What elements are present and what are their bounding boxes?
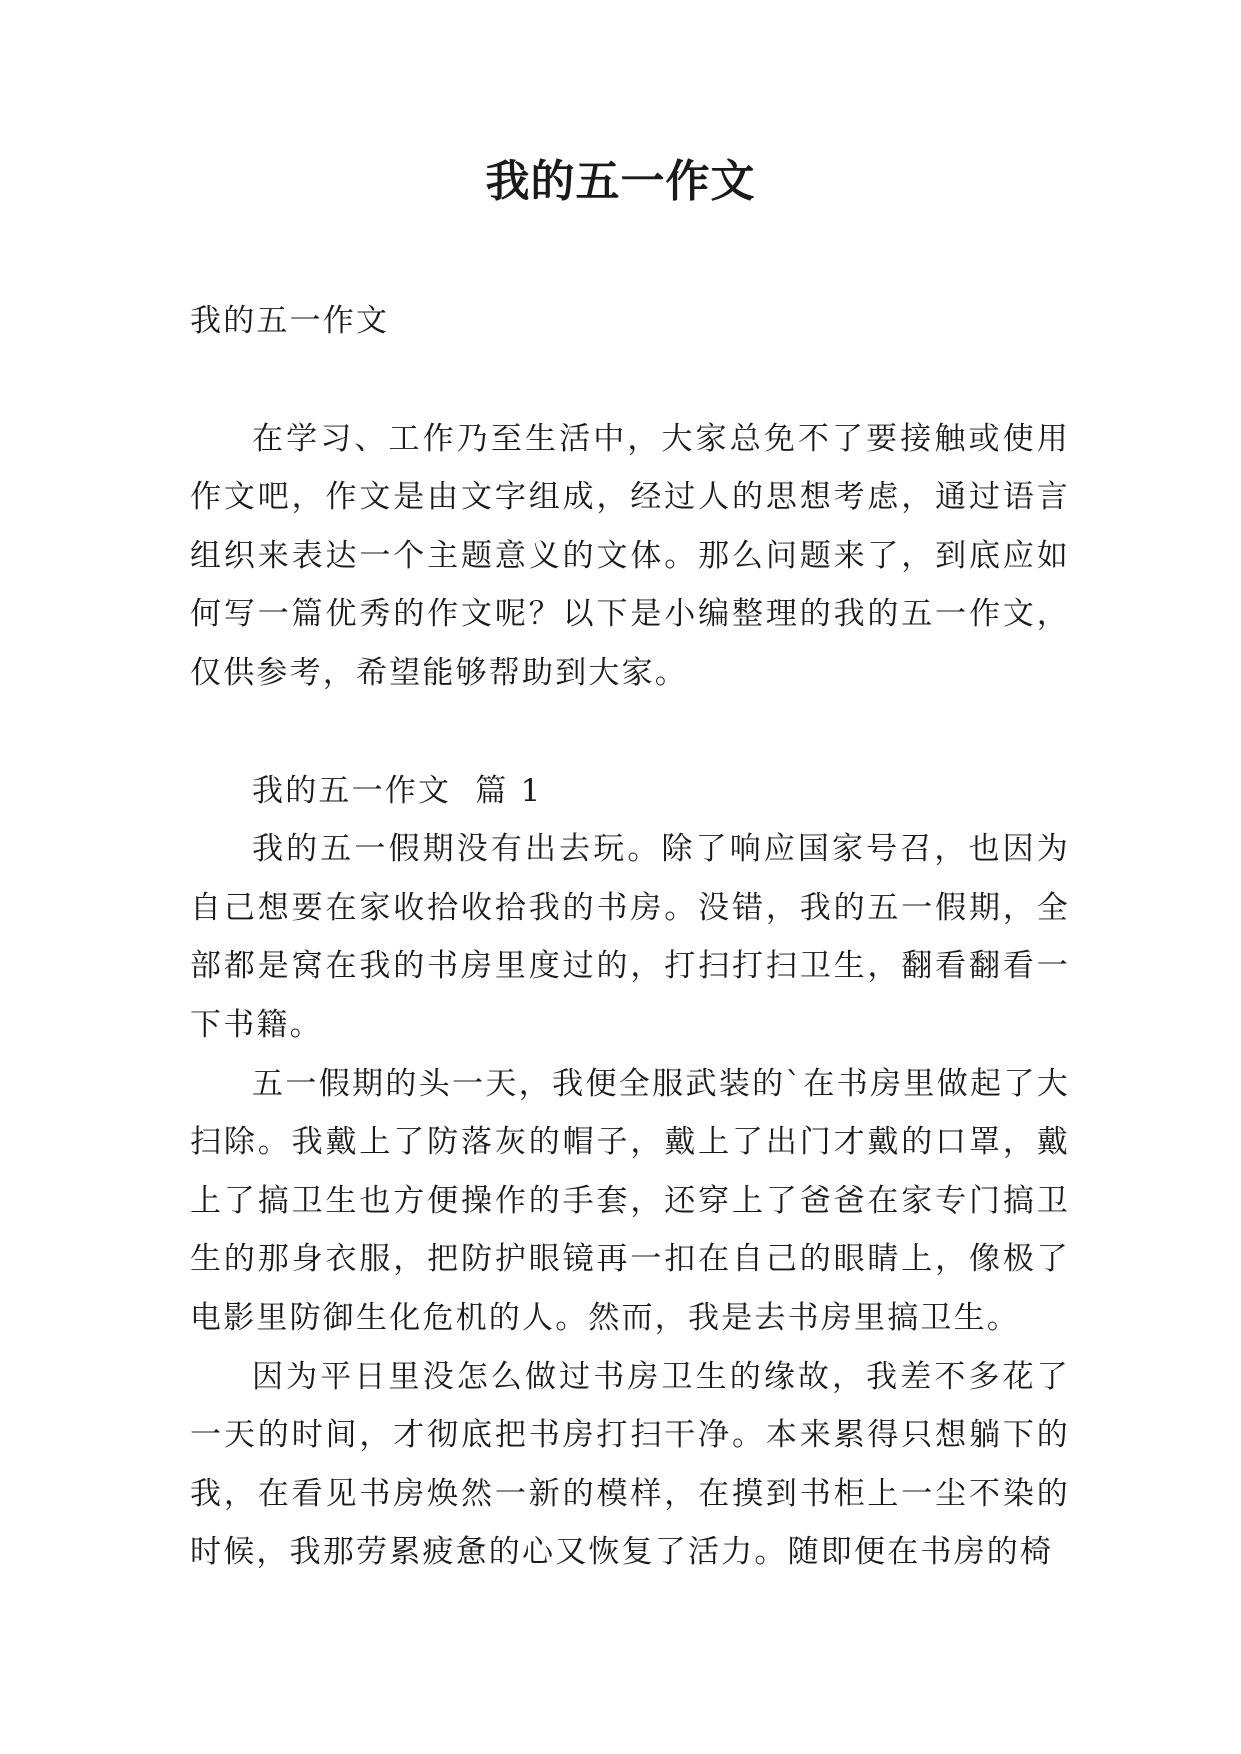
section-heading: 我的五一作文 篇 1 [252,772,543,809]
spacer [190,351,1070,410]
body-paragraph: 我的五一假期没有出去玩。除了响应国家号召，也因为自己想要在家收拾收拾我的书房。没错，我的五一假期，全部都是窝在我的书房里度过的，打扫打扫卫生，翻看翻看一下书籍。 [190,831,1070,1043]
body-paragraph: 因为平日里没怎么做过书房卫生的缘故，我差不多花了一天的时间，才彻底把书房打扫干净。本来累得只想躺下的我，在看见书房焕然一新的模样，在摸到书柜上一尘不染的时候，我那劳累疲惫的心又恢复了活力。随即便在书房的椅 [190,1358,1070,1571]
body-paragraph: 五一假期的头一天，我便全服武装的`在书房里做起了大扫除。我戴上了防落灰的帽子，戴上了出门才戴的口罩，戴上了搞卫生也方便操作的手套，还穿上了爸爸在家专门搞卫生的那身衣服，把防护眼镜再一扣在自己的眼睛上，像极了电影里防御生化危机的人。然而，我是去书房里搞卫生。 [190,1065,1070,1336]
document-subtitle: 我的五一作文 [190,303,390,339]
intro-paragraph: 在学习、工作乃至生活中，大家总免不了要接触或使用作文吧，作文是由文字组成，经过人的思想考虑，通过语言组织来表达一个主题意义的文体。那么问题来了，到底应如何写一篇优秀的作文呢？以下是小编整理的我的五一作文，仅供参考，希望能够帮助到大家。 [190,420,1070,691]
document-title: 我的五一作文 [485,156,756,207]
spacer [190,703,1070,762]
document-body [190,292,1070,1582]
